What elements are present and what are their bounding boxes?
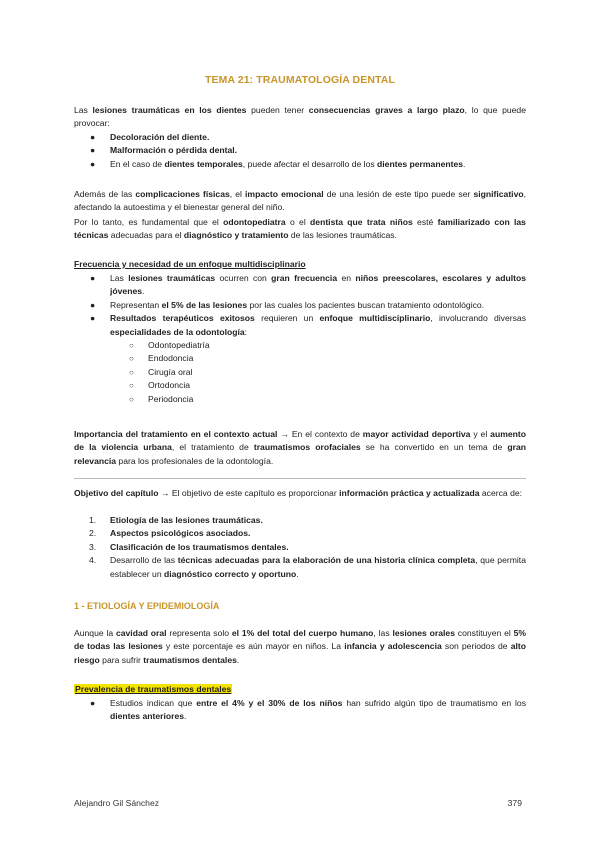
bullet-icon: ●	[90, 299, 96, 310]
circle-bullet-icon: ○	[129, 394, 134, 404]
section-title: 1 - ETIOLOGÍA Y EPIDEMIOLOGÍA	[74, 601, 220, 611]
list-item: ● Malformación o pérdida dental.	[74, 144, 526, 157]
frequency-list	[74, 272, 526, 406]
footer-author: Alejandro Gil Sánchez	[74, 798, 160, 808]
specialty-item: ○ Periodoncia	[74, 393, 526, 406]
specialty-item: ○ Ortodoncia	[74, 379, 526, 392]
prevalence-heading: Prevalencia de traumatismos dentales	[75, 684, 232, 694]
importance-paragraph: Importancia del tratamiento en el contexto actual → En el contexto de mayor actividad deportiva y el aumento de la violencia urbana, el tratamiento de traumatismos orofaciales se ha convertido en un tema de gran relevancia para los profesionales de la odontología.	[74, 429, 526, 466]
specialty-item: ○ Endodoncia	[74, 352, 526, 365]
circle-bullet-icon: ○	[129, 354, 134, 364]
divider	[74, 478, 526, 479]
bullet-icon: ●	[90, 132, 96, 142]
list-item: ● Estudios indican que entre el 4% y el 30% de los niños han sufrido algún tipo de traumatismo en los dientes anteriores.	[90, 698, 526, 722]
list-item: ● En el caso de dientes temporales, puede afectar el desarrollo de los dientes permanentes.	[74, 158, 526, 171]
bullet-icon: ●	[90, 273, 96, 283]
circle-bullet-icon: ○	[129, 381, 134, 391]
objective-paragraph: Objetivo del capítulo → El objetivo de este capítulo es proporcionar información práctica y actualizada acerca de:	[74, 488, 523, 498]
list-item: 2. Aspectos psicológicos asociados.	[89, 528, 251, 539]
prevalence-list	[74, 697, 526, 724]
bullet-icon: ●	[90, 145, 96, 156]
intro-paragraph: Las lesiones traumáticas en los dientes pueden tener consecuencias graves a largo plazo, lo que puede provocar:	[74, 105, 526, 129]
specialty-item: ○ Odontopediatría	[74, 339, 526, 352]
page-number: 379	[507, 798, 522, 808]
list-item: ● Representan el 5% de las lesiones por las cuales los pacientes buscan tratamiento odontológico.	[74, 299, 526, 312]
intro-list	[74, 131, 526, 171]
chapter-title: TEMA 21: TRAUMATOLOGÍA DENTAL	[205, 74, 395, 86]
list-item: ● Resultados terapéuticos exitosos requieren un enfoque multidisciplinario, involucrando diversas especialidades de la odontología:	[90, 313, 526, 337]
specialty-item: ○ Cirugía oral	[74, 366, 526, 379]
circle-bullet-icon: ○	[129, 341, 134, 351]
frequency-heading: Frecuencia y necesidad de un enfoque multidisciplinario	[74, 259, 306, 269]
list-item: 3. Clasificación de los traumatismos dentales.	[89, 541, 289, 552]
list-item: ● Las lesiones traumáticas ocurren con gran frecuencia en niños preescolares, escolares y adultos jóvenes.	[90, 273, 526, 297]
bullet-icon: ●	[90, 698, 96, 708]
impact-paragraph: Además de las complicaciones físicas, el impacto emocional de una lesión de este tipo puede ser significativo, afectando la autoestima y el bienestar general del niño.	[74, 189, 526, 213]
list-item: 4. Desarrollo de las técnicas adecuadas para la elaboración de una historia clínica completa, que permita establecer un diagnóstico correcto y oportuno.	[89, 555, 526, 579]
bullet-icon: ●	[90, 158, 96, 169]
circle-bullet-icon: ○	[129, 367, 134, 377]
familiarity-paragraph: Por lo tanto, es fundamental que el odontopediatra o el dentista que trata niños esté familiarizado con las técnicas adecuadas para el diagnóstico y tratamiento de las lesiones traumáticas.	[74, 217, 526, 241]
bullet-icon: ●	[90, 313, 96, 324]
list-item: ● Decoloración del diente.	[74, 131, 526, 144]
etiology-paragraph: Aunque la cavidad oral representa solo el 1% del total del cuerpo humano, las lesiones orales constituyen el 5% de todas las lesiones y este porcentaje es aún mayor en niños. La infancia y adolescencia son periodos de alto riesgo para sufrir traumatismos dentales.	[74, 628, 527, 665]
list-item: 1. Etiología de las lesiones traumáticas.	[89, 515, 263, 525]
objective-list	[74, 514, 526, 581]
